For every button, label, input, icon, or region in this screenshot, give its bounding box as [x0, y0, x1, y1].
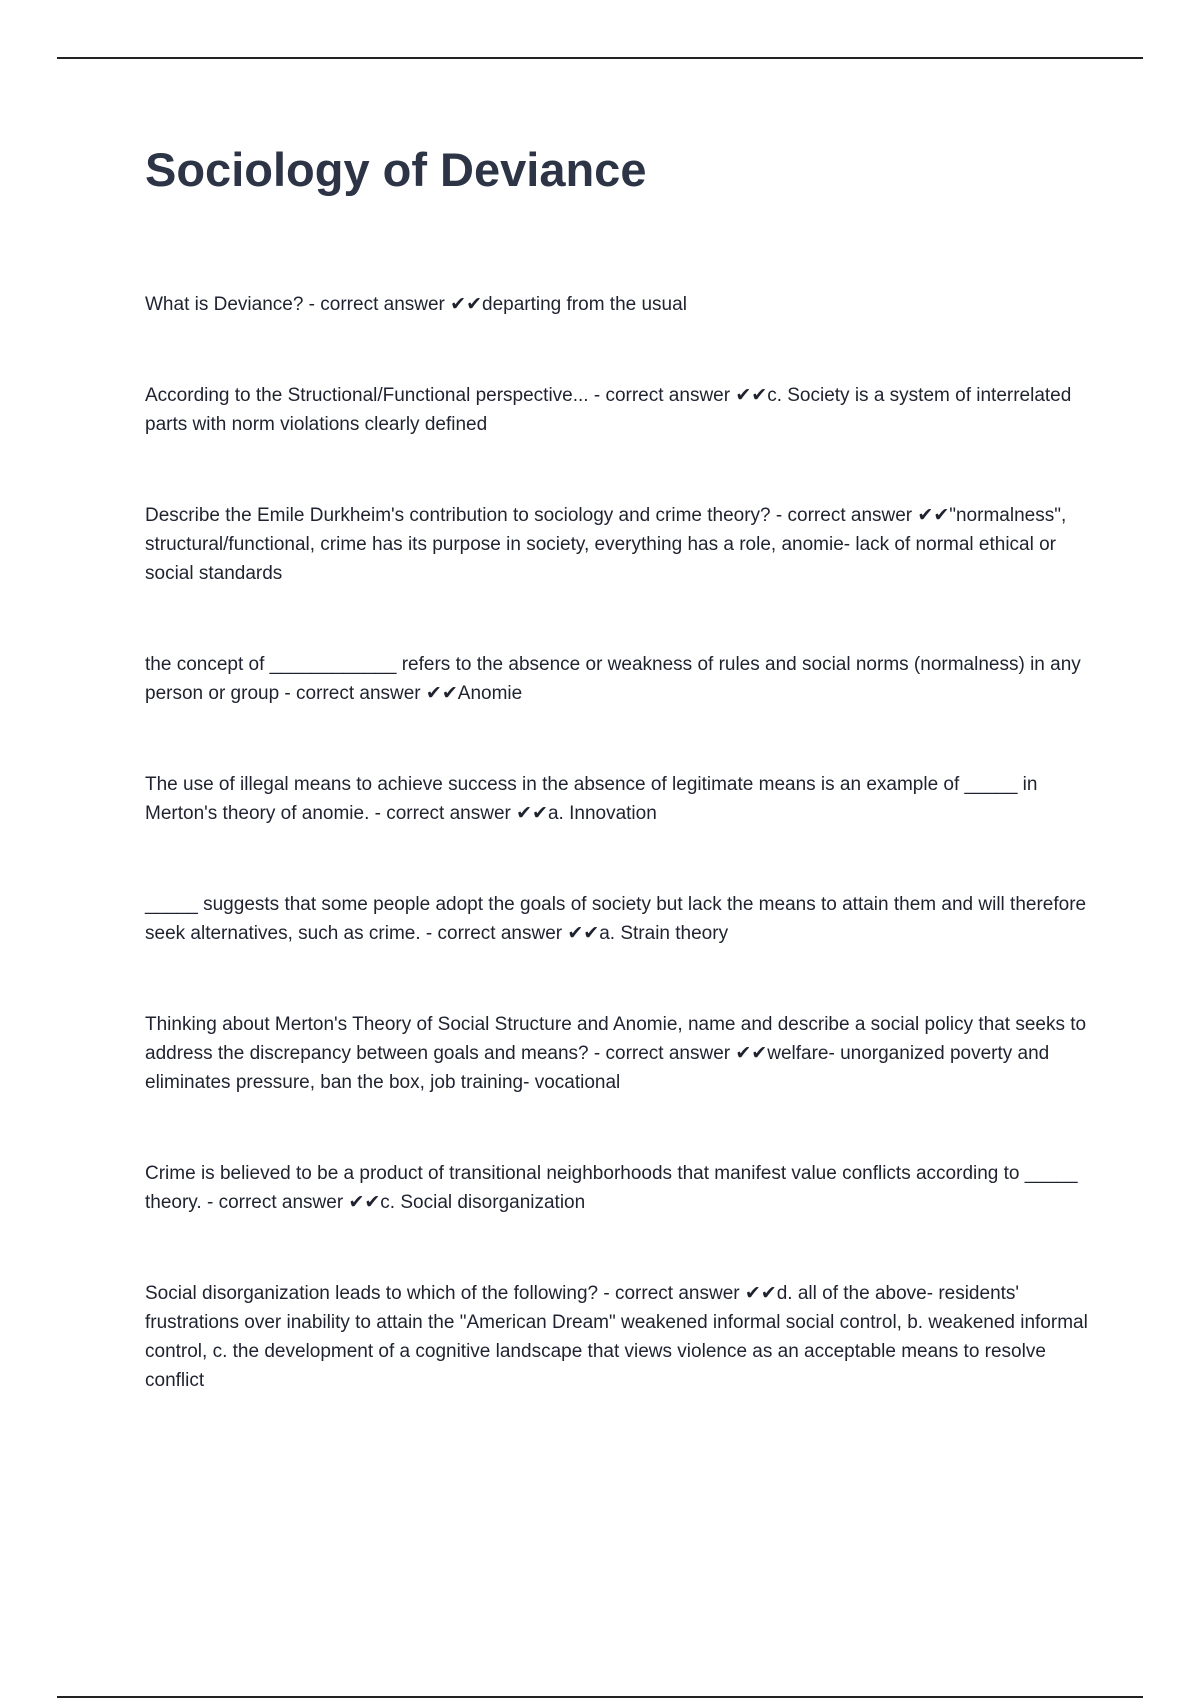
answer-text: d. all of the above- residents' frustrations over inability to attain the "American Dream" weakened informal social control, b. weakened informal control, c. the development of a cognitive landscape that views violence as an acceptable means to resolve conflict	[145, 1283, 1088, 1391]
qa-item	[145, 290, 1095, 319]
answer-text: Anomie	[457, 683, 523, 704]
answer-separator: - correct answer ✔✔	[279, 683, 458, 704]
answer-separator: - correct answer ✔✔	[369, 803, 548, 824]
top-divider	[57, 57, 1143, 59]
answer-separator: - correct answer ✔✔	[588, 1043, 768, 1064]
answer-separator: - correct answer ✔✔	[588, 385, 768, 406]
answer-separator: - correct answer ✔✔	[201, 1192, 381, 1213]
question-text: Crime is believed to be a product of transitional neighborhoods that manifest value conflicts according to _____ theory.	[145, 1163, 1078, 1213]
answer-text: welfare- unorganized poverty and eliminates pressure, ban the box, job training- vocational	[145, 1043, 1050, 1093]
question-text: What is Deviance?	[145, 294, 304, 315]
answer-text: a. Strain theory	[599, 923, 729, 944]
answer-separator: - correct answer ✔✔	[770, 505, 950, 526]
question-text: Describe the Emile Durkheim's contribution to sociology and crime theory?	[145, 505, 771, 526]
question-text: The use of illegal means to achieve success in the absence of legitimate means is an example of _____ in Merton's theory of anomie.	[145, 774, 1038, 824]
answer-text: "normalness", structural/functional, crime has its purpose in society, everything has a role, anomie- lack of normal ethical or social standards	[145, 505, 1067, 584]
question-text: According to the Structional/Functional perspective...	[145, 385, 589, 406]
answer-text: departing from the usual	[482, 294, 687, 315]
qa-item	[145, 1159, 1095, 1217]
question-text: Thinking about Merton's Theory of Social Structure and Anomie, name and describe a social policy that seeks to address the discrepancy between goals and means?	[145, 1014, 1087, 1064]
answer-separator: - correct answer ✔✔	[420, 923, 600, 944]
answer-separator: - correct answer ✔✔	[598, 1283, 777, 1304]
qa-list	[145, 290, 1095, 1457]
question-text: the concept of ____________ refers to the absence or weakness of rules and social norms (normalness) in any person or group	[145, 654, 1081, 704]
qa-item	[145, 650, 1095, 708]
qa-item	[145, 1279, 1095, 1395]
answer-text: a. Innovation	[547, 803, 657, 824]
question-text: _____ suggests that some people adopt the goals of society but lack the means to attain them and will therefore seek alternatives, such as crime.	[145, 894, 1087, 944]
qa-item	[145, 770, 1095, 828]
qa-item	[145, 890, 1095, 948]
answer-separator: - correct answer ✔✔	[303, 294, 483, 315]
page-title: Sociology of Deviance	[145, 143, 647, 196]
answer-text: c. Society is a system of interrelated parts with norm violations clearly defined	[145, 385, 1072, 435]
qa-item	[145, 381, 1095, 439]
question-text: Social disorganization leads to which of the following?	[145, 1283, 599, 1304]
qa-item	[145, 1010, 1095, 1097]
qa-item	[145, 501, 1095, 588]
answer-text: c. Social disorganization	[380, 1192, 586, 1213]
bottom-divider	[57, 1696, 1143, 1698]
